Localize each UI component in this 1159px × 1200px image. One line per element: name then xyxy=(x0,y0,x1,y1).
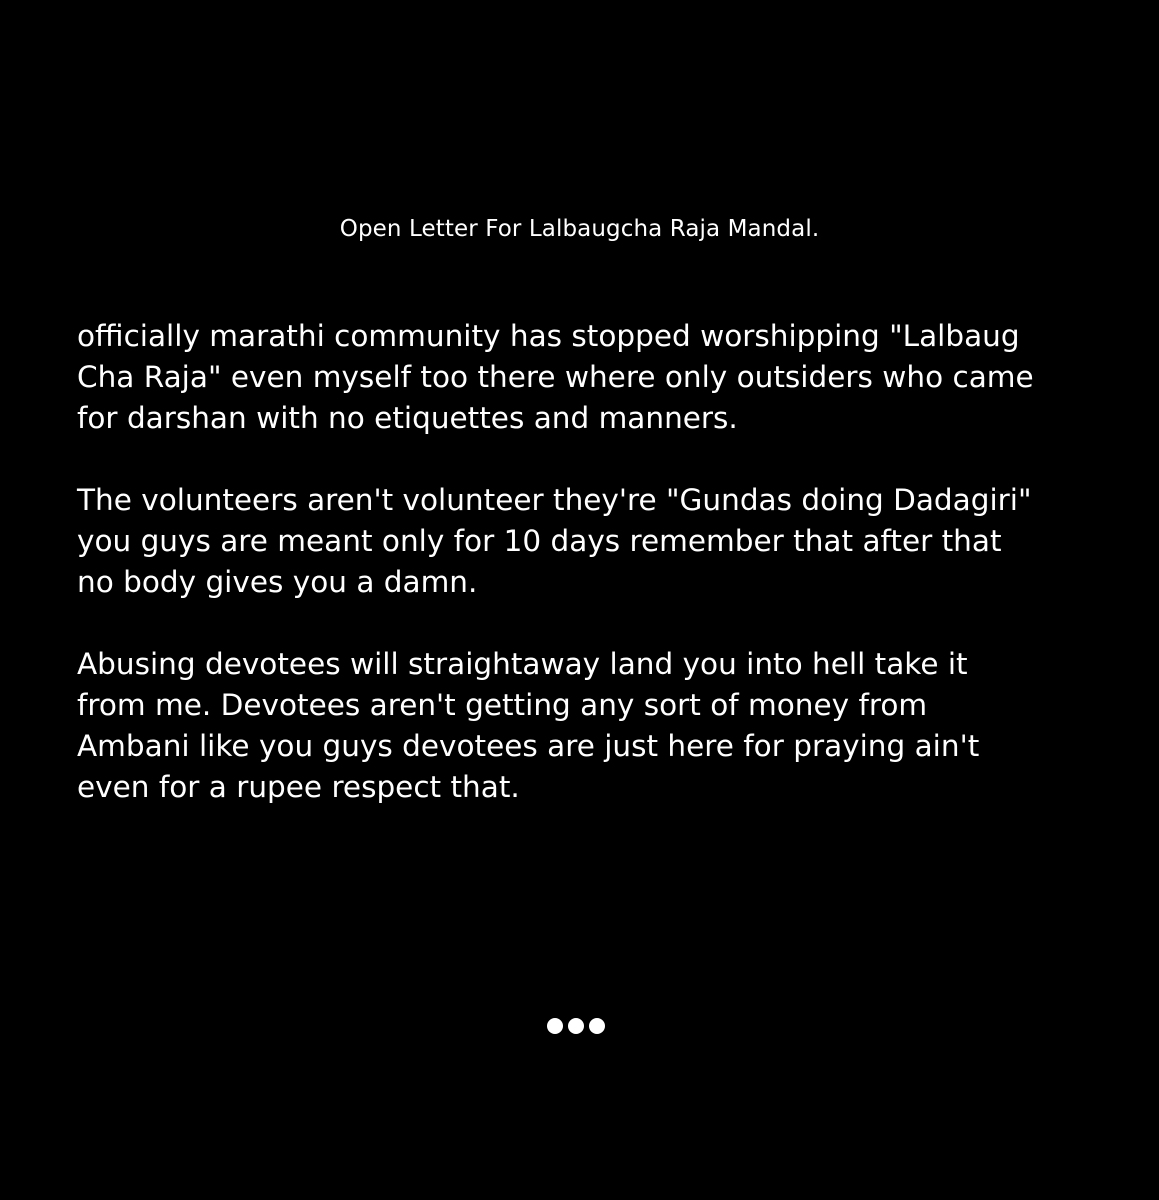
dot-icon xyxy=(589,1018,605,1034)
paragraph-2 xyxy=(77,480,1097,603)
ellipsis-icon xyxy=(547,1017,617,1035)
dot-icon xyxy=(568,1018,584,1034)
paragraph-3 xyxy=(77,644,1097,808)
paragraph-line: for darshan with no etiquettes and manners. xyxy=(77,401,738,435)
letter-body xyxy=(77,316,1097,849)
paragraph-1 xyxy=(77,316,1097,439)
paragraph-line: Cha Raja" even myself too there where only outsiders who came xyxy=(77,360,1034,394)
paragraph-line: officially marathi community has stopped worshipping "Lalbaug xyxy=(77,319,1020,353)
paragraph-line: Ambani like you guys devotees are just here for praying ain't xyxy=(77,729,980,763)
paragraph-line: you guys are meant only for 10 days remember that after that xyxy=(77,524,1002,558)
paragraph-line: even for a rupee respect that. xyxy=(77,770,520,804)
paragraph-line: Abusing devotees will straightaway land you into hell take it xyxy=(77,647,968,681)
paragraph-line: The volunteers aren't volunteer they're "Gundas doing Dadagiri" xyxy=(77,483,1032,517)
paragraph-line: no body gives you a damn. xyxy=(77,565,478,599)
dot-icon xyxy=(547,1018,563,1034)
letter-title: Open Letter For Lalbaugcha Raja Mandal. xyxy=(339,216,820,242)
paragraph-line: from me. Devotees aren't getting any sort of money from xyxy=(77,688,928,722)
